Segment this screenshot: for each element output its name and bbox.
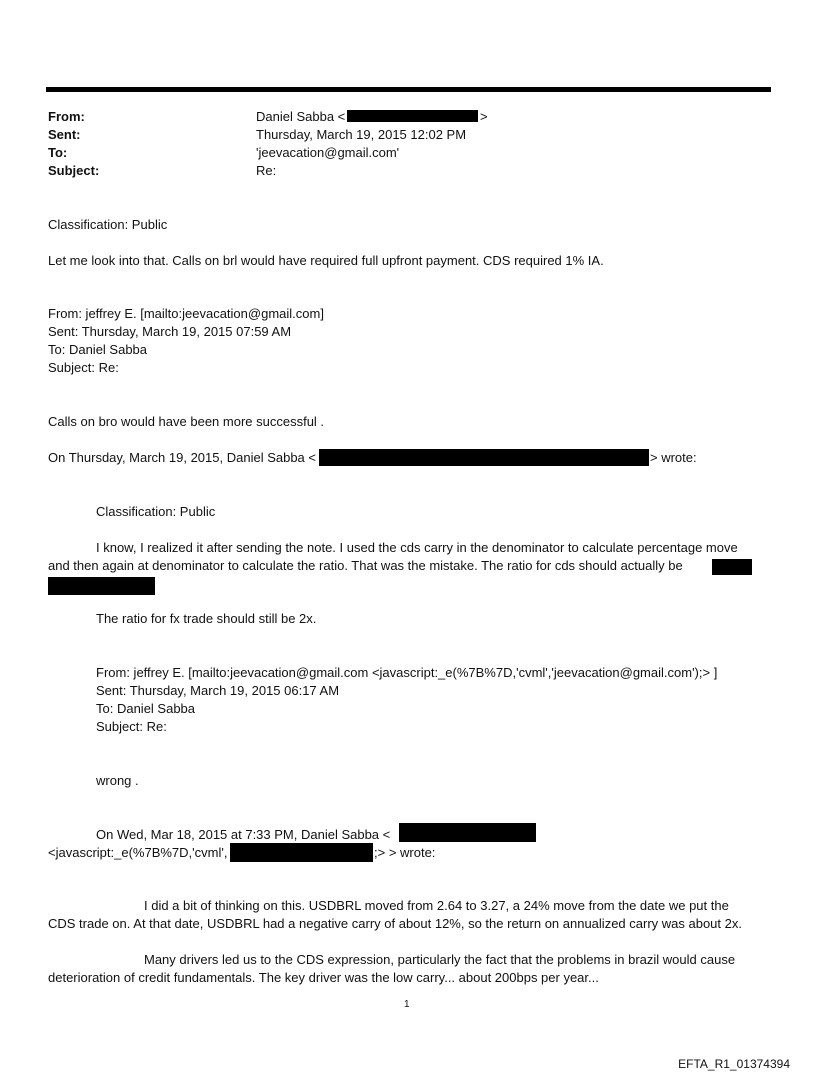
- subject-label: Subject:: [48, 163, 100, 178]
- paragraph-line: CDS trade on. At that date, USDBRL had a negative carry of about 12%, so the return on annualized carry was about 2x.: [48, 916, 742, 931]
- quote-subject: Subject: Re:: [48, 360, 119, 375]
- paragraph-line: deterioration of credit fundamentals. The key driver was the low carry... about 200bps per year...: [48, 970, 599, 985]
- paragraph-line: I know, I realized it after sending the note. I used the cds carry in the denominator to calculate percentage move: [96, 540, 738, 555]
- wrote-line: On Wed, Mar 18, 2015 at 7:33 PM, Daniel Sabba <: [96, 827, 391, 842]
- quote-to: To: Daniel Sabba: [48, 342, 148, 357]
- quote-from: From: jeffrey E. [mailto:jeevacation@gmail.com <javascript:_e(%7B%7D,'cvml','jeevacation@gmail.com');> ]: [96, 665, 718, 680]
- wrote-line: On Thursday, March 19, 2015, Daniel Sabba <: [48, 450, 316, 465]
- subject-value: Re:: [256, 163, 277, 178]
- redaction-bar: [712, 559, 752, 575]
- page-number: 1: [404, 999, 410, 1010]
- redaction-bar: [230, 843, 373, 862]
- wrote-line-end: ;> > wrote:: [374, 845, 436, 860]
- paragraph-line: and then again at denominator to calculate the ratio. That was the mistake. The ratio for cds should actually be: [48, 558, 683, 573]
- from-value-end: >: [480, 109, 488, 124]
- to-label: To:: [48, 145, 68, 160]
- paragraph-line: The ratio for fx trade should still be 2x.: [96, 611, 317, 626]
- quote-to: To: Daniel Sabba: [96, 701, 196, 716]
- classification-label: Classification: Public: [96, 504, 216, 519]
- document-id: EFTA_R1_01374394: [678, 1057, 790, 1071]
- sent-label: Sent:: [48, 127, 81, 142]
- redaction-bar: [347, 110, 478, 122]
- paragraph-line: Many drivers led us to the CDS expression, particularly the fact that the problems in brazil would cause: [144, 952, 736, 967]
- header-rule: [46, 87, 771, 92]
- redaction-bar: [48, 577, 155, 595]
- body-line: wrong .: [96, 773, 139, 788]
- quote-sent: Sent: Thursday, March 19, 2015 07:59 AM: [48, 324, 292, 339]
- classification-label: Classification: Public: [48, 217, 168, 232]
- body-line: Calls on bro would have been more successful .: [48, 414, 325, 429]
- quote-sent: Sent: Thursday, March 19, 2015 06:17 AM: [96, 683, 340, 698]
- redaction-bar: [319, 449, 649, 466]
- quote-subject: Subject: Re:: [96, 719, 167, 734]
- wrote-line-end: > wrote:: [650, 450, 697, 465]
- quote-from: From: jeffrey E. [mailto:jeevacation@gmail.com]: [48, 306, 324, 321]
- paragraph-line: I did a bit of thinking on this. USDBRL moved from 2.64 to 3.27, a 24% move from the date we put the: [144, 898, 729, 913]
- body-line: Let me look into that. Calls on brl would have required full upfront payment. CDS required 1% IA.: [48, 253, 604, 268]
- to-value: 'jeevacation@gmail.com': [256, 145, 400, 160]
- from-label: From:: [48, 109, 85, 124]
- redaction-bar: [399, 823, 536, 842]
- sent-value: Thursday, March 19, 2015 12:02 PM: [256, 127, 467, 142]
- wrote-line: <javascript:_e(%7B%7D,'cvml',: [48, 845, 228, 860]
- from-value: Daniel Sabba <: [256, 109, 346, 124]
